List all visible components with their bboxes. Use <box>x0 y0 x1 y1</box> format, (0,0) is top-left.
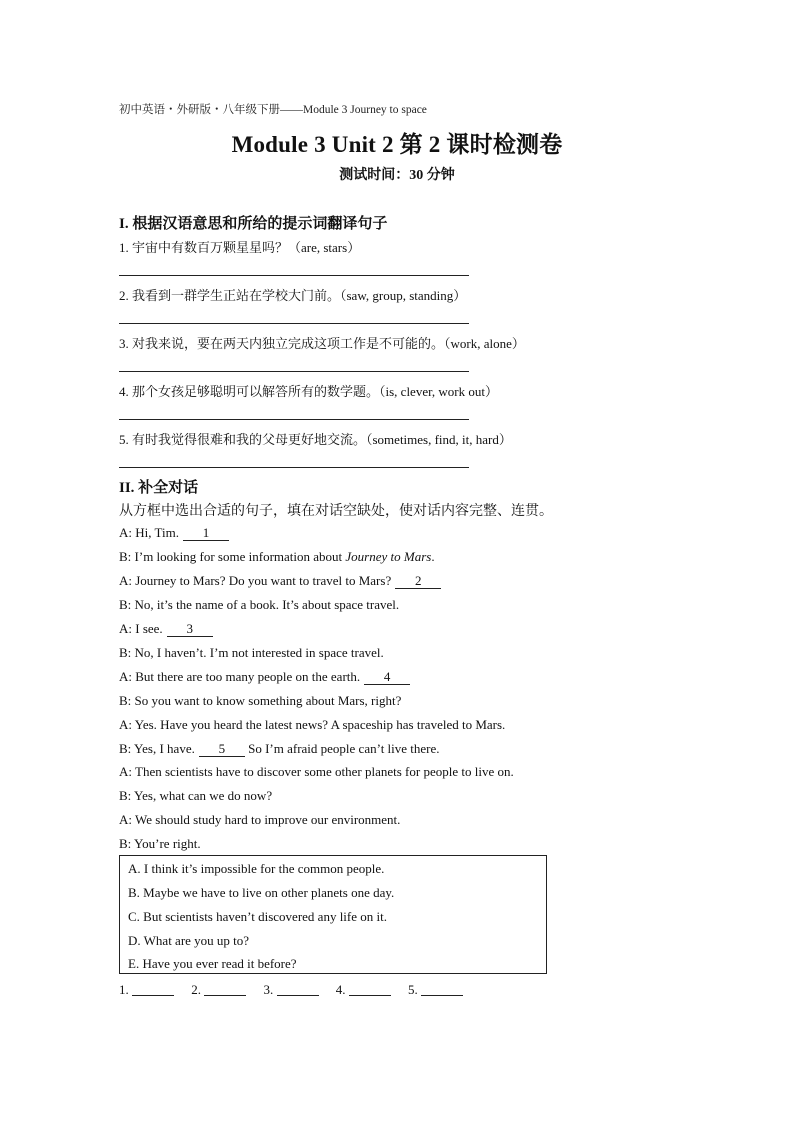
dialogue-blank-5[interactable]: 5 <box>199 742 245 757</box>
dialogue-text: So I’m afraid people can’t live there. <box>244 741 440 756</box>
dialogue-line-10 <box>119 741 440 757</box>
dialogue-text: B: I’m looking for some information about <box>119 549 346 564</box>
translation-item-3: 3. 对我来说，要在两天内独立完成这项工作是不可能的。（work, alone） <box>119 336 525 351</box>
dialogue-line-2 <box>119 549 435 565</box>
dialogue-line-11: A: Then scientists have to discover some other planets for people to live on. <box>119 764 514 779</box>
dialogue-line-1 <box>119 525 229 541</box>
dialogue-line-8: B: So you want to know something about Mars, right? <box>119 693 402 708</box>
dialogue-blank-1[interactable]: 1 <box>183 526 229 541</box>
dialogue-text: B: Yes, I have. <box>119 741 195 756</box>
dialogue-line-3 <box>119 573 441 589</box>
dialogue-text: A: But there are too many people on the earth. <box>119 669 361 684</box>
dialogue-text: . <box>431 549 435 564</box>
dialogue-line-9: A: Yes. Have you heard the latest news? A spaceship has traveled to Mars. <box>119 717 506 732</box>
translation-item-5: 5. 有时我觉得很难和我的父母更好地交流。（sometimes, find, it, hard） <box>119 432 512 447</box>
answer-slot-2[interactable] <box>191 982 246 998</box>
answer-slot-5[interactable] <box>408 982 463 998</box>
options-box <box>119 855 547 974</box>
option-d: D. What are you up to? <box>128 933 250 948</box>
dialogue-line-13: A: We should study hard to improve our environment. <box>119 812 401 827</box>
answer-label: 2. <box>191 982 201 997</box>
dialogue-line-6: B: No, I haven’t. I’m not interested in space travel. <box>119 645 384 660</box>
translation-item-4: 4. 那个女孩足够聪明可以解答所有的数学题。（is, clever, work out） <box>119 384 498 399</box>
answer-underline[interactable] <box>421 983 463 996</box>
translation-item-2: 2. 我看到一群学生正站在学校大门前。（saw, group, standing） <box>119 288 467 303</box>
dialogue-blank-2[interactable]: 2 <box>395 574 441 589</box>
dialogue-line-7 <box>119 669 410 685</box>
test-time: 测试时间：30 分钟 <box>339 168 455 183</box>
dialogue-blank-4[interactable]: 4 <box>364 670 410 685</box>
answer-label: 1. <box>119 982 129 997</box>
answer-line-4[interactable] <box>119 419 469 420</box>
page-header: 初中英语・外研版・八年级下册——Module 3 Journey to space <box>119 104 427 116</box>
dialogue-text: A: Hi, Tim. <box>119 525 179 540</box>
answer-underline[interactable] <box>277 983 319 996</box>
answer-label: 5. <box>408 982 418 997</box>
answer-line-5[interactable] <box>119 467 469 468</box>
option-c: C. But scientists haven’t discovered any life on it. <box>128 909 387 924</box>
dialogue-line-4: B: No, it’s the name of a book. It’s about space travel. <box>119 597 400 612</box>
answer-line-1[interactable] <box>119 275 469 276</box>
answer-label: 3. <box>263 982 274 997</box>
answer-slot-3[interactable] <box>264 982 319 998</box>
dialogue-line-5 <box>119 621 213 637</box>
dialogue-blank-3[interactable]: 3 <box>167 622 213 637</box>
dialogue-line-12: B: Yes, what can we do now? <box>119 788 273 803</box>
option-e: E. Have you ever read it before? <box>128 956 297 971</box>
answer-slot-1[interactable] <box>119 982 174 998</box>
answer-underline[interactable] <box>132 983 174 996</box>
answer-underline[interactable] <box>204 983 246 996</box>
answer-slot-4[interactable] <box>336 982 391 998</box>
answer-label: 4. <box>335 982 346 997</box>
book-title: Journey to Mars <box>345 549 432 564</box>
section1-title: I. 根据汉语意思和所给的提示词翻译句子 <box>119 216 388 232</box>
answer-line-2[interactable] <box>119 323 469 324</box>
answer-row <box>119 982 477 998</box>
section2-instruction: 从方框中选出合适的句子，填在对话空缺处，使对话内容完整、连贯。 <box>119 504 553 519</box>
dialogue-text: A: I see. <box>119 621 163 636</box>
dialogue-text: A: Journey to Mars? Do you want to travel to Mars? <box>119 573 392 588</box>
option-b: B. Maybe we have to live on other planets one day. <box>128 885 395 900</box>
section2-title: II. 补全对话 <box>119 480 199 496</box>
page-title: Module 3 Unit 2 第 2 课时检测卷 <box>231 132 563 157</box>
answer-underline[interactable] <box>349 983 391 996</box>
translation-item-1: 1. 宇宙中有数百万颗星星吗？（are, stars） <box>119 240 361 255</box>
dialogue-line-14: B: You’re right. <box>119 836 201 851</box>
option-a: A. I think it’s impossible for the common people. <box>128 861 385 876</box>
answer-line-3[interactable] <box>119 371 469 372</box>
